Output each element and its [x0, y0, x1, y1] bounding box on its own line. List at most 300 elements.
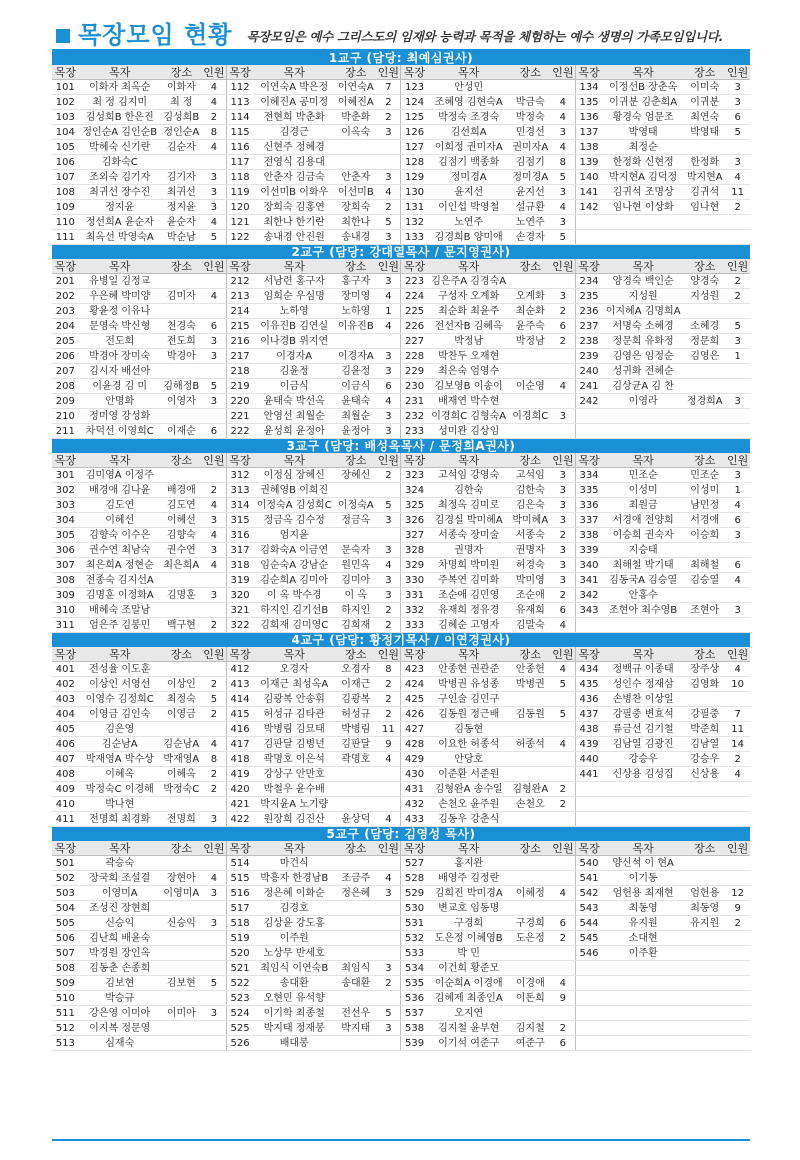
cell-num: 103: [52, 110, 79, 125]
cell-num: 514: [226, 856, 253, 871]
cell-num: 419: [226, 767, 253, 782]
cell-name: 손천오 윤주원: [428, 797, 510, 812]
table-row: [52, 901, 750, 916]
district-title: 2교구 (담당: 강대열목사 / 문지영권사): [52, 245, 750, 259]
table-row: [52, 976, 750, 991]
cell-count: 2: [551, 334, 576, 349]
column-header-num: 목장: [401, 841, 428, 856]
cell-count: 3: [376, 424, 401, 439]
cell-name: 윤성희 윤정아: [253, 424, 335, 439]
cell-count: 4: [376, 319, 401, 334]
cell-name: 장희숙 김홍연: [253, 200, 335, 215]
cell-name: 엄헌용 최재현: [602, 886, 684, 901]
cell-num: [575, 215, 602, 230]
cell-name: 안영선 최월순: [253, 409, 335, 424]
table-row: [52, 618, 750, 633]
cell-count: [725, 1006, 750, 1021]
cell-num: 506: [52, 931, 79, 946]
cell-count: 5: [551, 707, 576, 722]
column-header-count: 인원: [552, 65, 574, 79]
cell-count: 4: [202, 498, 227, 513]
cell-name: 정미영 강성화: [79, 409, 161, 424]
cell-place: [161, 409, 202, 424]
cell-count: [725, 931, 750, 946]
cell-place: 김말숙: [510, 618, 551, 633]
cell-name: 노상무 반세호: [253, 946, 335, 961]
cell-name: 강필중 변효석: [602, 707, 684, 722]
cell-num: 308: [52, 573, 79, 588]
cell-name: 구경희: [428, 916, 510, 931]
cell-name: 황경숙 엄문조: [602, 110, 684, 125]
table-row: [52, 95, 750, 110]
cell-name: 김순희A 김미아: [253, 573, 335, 588]
cell-num: 338: [575, 528, 602, 543]
cell-count: 2: [376, 95, 401, 110]
cell-num: 132: [401, 215, 428, 230]
column-header-name: 목자: [253, 647, 335, 662]
cell-place: [510, 80, 551, 95]
cell-count: 4: [202, 95, 227, 110]
cell-name: 김명훈 이정화A: [79, 588, 161, 603]
cell-name: [602, 230, 684, 245]
cell-num: 133: [401, 230, 428, 245]
cell-count: 11: [725, 185, 750, 200]
cell-name: 이준환 서준원: [428, 767, 510, 782]
cell-count: 6: [725, 513, 750, 528]
cell-name: 김순남A: [79, 737, 161, 752]
cell-count: 4: [551, 95, 576, 110]
cell-name: 김혜제 최종인A: [428, 991, 510, 1006]
cell-place: 조순애: [510, 588, 551, 603]
cell-place: 이미아: [161, 1006, 202, 1021]
cell-place: 김명훈: [161, 588, 202, 603]
district-table: [52, 65, 750, 245]
cell-count: 2: [376, 200, 401, 215]
cell-num: [575, 976, 602, 991]
cell-num: 415: [226, 707, 253, 722]
cell-num: 223: [401, 274, 428, 289]
column-header-count: 인원: [726, 841, 749, 855]
cell-count: 4: [376, 812, 401, 827]
cell-num: 430: [401, 767, 428, 782]
cell-num: 111: [52, 230, 79, 245]
cell-count: 3: [376, 513, 401, 528]
column-header-name: 목자: [253, 453, 335, 468]
cell-place: 신상용: [684, 767, 725, 782]
cell-num: 439: [575, 737, 602, 752]
cell-num: 414: [226, 692, 253, 707]
cell-num: 239: [575, 349, 602, 364]
cell-name: 양신석 이 현A: [602, 856, 684, 871]
cell-place: 박경아: [161, 349, 202, 364]
cell-count: 2: [376, 110, 401, 125]
cell-count: [376, 856, 401, 871]
cell-name: 정지윤: [79, 200, 161, 215]
cell-name: 김희진 박미경A: [428, 886, 510, 901]
cell-name: 이선미B 이화우: [253, 185, 335, 200]
cell-num: 238: [575, 334, 602, 349]
column-header-place: 장소: [510, 259, 551, 274]
cell-place: [161, 573, 202, 588]
column-header-place: 장소: [510, 453, 551, 468]
cell-place: [684, 215, 725, 230]
cell-name: 이 옥 박수경: [253, 588, 335, 603]
cell-name: 이혜옥: [79, 767, 161, 782]
cell-name: 박혜숙 신기란: [79, 140, 161, 155]
cell-place: 박정숙C: [161, 782, 202, 797]
cell-name: 김윤정: [253, 364, 335, 379]
cell-count: 2: [725, 752, 750, 767]
cell-num: 141: [575, 185, 602, 200]
cell-count: [725, 782, 750, 797]
cell-place: 이미숙: [684, 80, 725, 95]
cell-num: [575, 782, 602, 797]
cell-name: 최한나 한기란: [253, 215, 335, 230]
cell-count: 14: [725, 737, 750, 752]
cell-num: 508: [52, 961, 79, 976]
cell-place: 허종석: [510, 737, 551, 752]
cell-name: 안춘자 김금숙: [253, 170, 335, 185]
cell-name: 노하영: [253, 304, 335, 319]
cell-num: 205: [52, 334, 79, 349]
cell-num: 327: [401, 528, 428, 543]
cell-place: 장희숙: [335, 200, 376, 215]
cell-num: 526: [226, 1036, 253, 1051]
page-header: [52, 20, 752, 48]
cell-name: 최동영: [602, 901, 684, 916]
cell-num: 440: [575, 752, 602, 767]
cell-num: 543: [575, 901, 602, 916]
cell-place: [335, 946, 376, 961]
cell-num: 412: [226, 662, 253, 677]
cell-name: 임순숙A 강남순: [253, 558, 335, 573]
cell-count: 1: [725, 349, 750, 364]
cell-name: [602, 1036, 684, 1051]
cell-place: 홍구자: [335, 274, 376, 289]
cell-num: 208: [52, 379, 79, 394]
cell-name: [602, 409, 684, 424]
cell-count: [725, 976, 750, 991]
cell-name: 강승우: [602, 752, 684, 767]
cell-num: 426: [401, 707, 428, 722]
cell-count: 2: [202, 782, 227, 797]
cell-place: 김광복: [335, 692, 376, 707]
cell-num: 228: [401, 349, 428, 364]
cell-name: 안성민: [428, 80, 510, 95]
cell-count: 8: [202, 752, 227, 767]
cell-count: 2: [202, 618, 227, 633]
cell-name: 이혜진A 공미정: [253, 95, 335, 110]
cell-num: 423: [401, 662, 428, 677]
cell-count: 2: [551, 588, 576, 603]
cell-num: 537: [401, 1006, 428, 1021]
cell-num: 217: [226, 349, 253, 364]
cell-count: 3: [725, 603, 750, 618]
cell-count: [725, 140, 750, 155]
cell-place: 김영은: [684, 349, 725, 364]
cell-num: 404: [52, 707, 79, 722]
cell-name: 이지혜A 김명희A: [602, 304, 684, 319]
cell-count: 3: [202, 334, 227, 349]
cell-place: [510, 692, 551, 707]
cell-num: 411: [52, 812, 79, 827]
cell-count: [202, 603, 227, 618]
cell-place: 최임식: [335, 961, 376, 976]
cell-count: 3: [725, 528, 750, 543]
cell-name: 전성율 이도훈: [79, 662, 161, 677]
cell-place: 도은정: [510, 931, 551, 946]
cell-place: 송내경: [335, 230, 376, 245]
table-row: [52, 707, 750, 722]
cell-name: 오경자: [253, 662, 335, 677]
cell-place: 김향숙: [161, 528, 202, 543]
cell-place: [335, 155, 376, 170]
table-row: [52, 513, 750, 528]
table-row: [52, 752, 750, 767]
cell-count: 4: [202, 140, 227, 155]
table-row: [52, 916, 750, 931]
cell-place: 박춘화: [335, 110, 376, 125]
cell-num: 331: [401, 588, 428, 603]
cell-count: 3: [551, 215, 576, 230]
cell-name: 전현희 박춘화: [253, 110, 335, 125]
cell-name: 김경희B 양미애: [428, 230, 510, 245]
cell-place: 이영금: [161, 707, 202, 722]
cell-num: 532: [401, 931, 428, 946]
cell-place: 전도희: [161, 334, 202, 349]
cell-num: 431: [401, 782, 428, 797]
table-row: [52, 215, 750, 230]
column-header-name: 목자: [253, 65, 335, 80]
cell-name: 홍지완: [428, 856, 510, 871]
column-header-name: 목자: [253, 259, 335, 274]
table-row: [52, 304, 750, 319]
cell-name: [602, 424, 684, 439]
cell-num: 209: [52, 394, 79, 409]
cell-count: 3: [376, 886, 401, 901]
cell-num: 518: [226, 916, 253, 931]
cell-num: 320: [226, 588, 253, 603]
column-header-num: 목장: [52, 453, 79, 468]
cell-name: 김보현: [79, 976, 161, 991]
cell-count: [725, 424, 750, 439]
cell-name: 성미완 김상임: [428, 424, 510, 439]
cell-num: 202: [52, 289, 79, 304]
cell-count: 8: [551, 155, 576, 170]
cell-num: 221: [226, 409, 253, 424]
cell-place: 전선우: [335, 1006, 376, 1021]
cell-name: 최정옥 김미로: [428, 498, 510, 513]
cell-place: 장현아: [161, 871, 202, 886]
cell-name: 박 민: [428, 946, 510, 961]
cell-place: [684, 1021, 725, 1036]
cell-name: 서남련 홍구자: [253, 274, 335, 289]
cell-count: [376, 334, 401, 349]
table-row: [52, 230, 750, 245]
cell-count: 3: [202, 886, 227, 901]
column-header-num: 목장: [401, 259, 428, 274]
cell-name: 원장희 김진산: [253, 812, 335, 827]
table-header-row: [52, 841, 750, 856]
cell-num: 121: [226, 215, 253, 230]
cell-num: 236: [575, 304, 602, 319]
cell-count: 4: [725, 498, 750, 513]
cell-place: 이혜옥: [161, 767, 202, 782]
column-header-count: 인원: [377, 65, 399, 79]
cell-name: 서경애 전양희: [602, 513, 684, 528]
cell-place: [335, 856, 376, 871]
cell-count: [725, 543, 750, 558]
cell-count: 3: [376, 349, 401, 364]
table-row: [52, 812, 750, 827]
cell-name: [602, 1006, 684, 1021]
cell-num: 313: [226, 483, 253, 498]
cell-count: 8: [376, 662, 401, 677]
cell-count: [202, 662, 227, 677]
cell-num: 231: [401, 394, 428, 409]
cell-name: 우은혜 박미양: [79, 289, 161, 304]
cell-num: 432: [401, 797, 428, 812]
cell-num: 104: [52, 125, 79, 140]
cell-name: 이정숙A 김성희C: [253, 498, 335, 513]
column-header-count: 인원: [552, 841, 574, 855]
cell-place: 김성희B: [161, 110, 202, 125]
column-header-name: 목자: [253, 841, 335, 856]
cell-count: 4: [376, 871, 401, 886]
cell-name: 김경호: [253, 901, 335, 916]
table-row: [52, 886, 750, 901]
cell-num: 527: [401, 856, 428, 871]
cell-count: [376, 528, 401, 543]
cell-place: 장미영: [335, 289, 376, 304]
cell-name: 이희정 권미자A: [428, 140, 510, 155]
cell-place: 김남열: [684, 737, 725, 752]
cell-place: 강필중: [684, 707, 725, 722]
cell-name: 양경숙 백인순: [602, 274, 684, 289]
cell-num: 425: [401, 692, 428, 707]
cell-num: 227: [401, 334, 428, 349]
column-header-count: 인원: [552, 259, 574, 273]
cell-name: [602, 961, 684, 976]
cell-num: 305: [52, 528, 79, 543]
cell-num: 201: [52, 274, 79, 289]
cell-num: [575, 618, 602, 633]
cell-place: 김윤정: [335, 364, 376, 379]
cell-place: 김형완A: [510, 782, 551, 797]
cell-name: 김상윤 강도홍: [253, 916, 335, 931]
cell-name: 박흥자 한경남B: [253, 871, 335, 886]
cell-count: [725, 991, 750, 1006]
cell-num: 544: [575, 916, 602, 931]
cell-name: 이금식: [253, 379, 335, 394]
cell-place: 장혜신: [335, 468, 376, 483]
cell-count: 3: [376, 961, 401, 976]
cell-name: 김도연: [79, 498, 161, 513]
cell-place: 이순영: [510, 379, 551, 394]
cell-num: 225: [401, 304, 428, 319]
district-section: [52, 245, 750, 439]
column-header-count: 인원: [377, 647, 399, 661]
cell-name: 김형완A 송수일: [428, 782, 510, 797]
cell-num: 512: [52, 1021, 79, 1036]
cell-name: 김희재 김미영C: [253, 618, 335, 633]
cell-place: [161, 991, 202, 1006]
column-header-count: 인원: [203, 453, 225, 467]
cell-count: 3: [725, 155, 750, 170]
cell-num: [575, 409, 602, 424]
cell-name: 안종현 권관준: [428, 662, 510, 677]
cell-place: [510, 274, 551, 289]
table-row: [52, 603, 750, 618]
table-row: [52, 1036, 750, 1051]
cell-count: [725, 379, 750, 394]
cell-num: 203: [52, 304, 79, 319]
cell-num: 222: [226, 424, 253, 439]
cell-name: 박경원 장인옥: [79, 946, 161, 961]
cell-num: 501: [52, 856, 79, 871]
cell-place: 서종숙: [510, 528, 551, 543]
cell-count: [725, 364, 750, 379]
cell-count: 3: [725, 95, 750, 110]
cell-name: 전영식 김용대: [253, 155, 335, 170]
cell-count: [202, 468, 227, 483]
cell-count: 2: [202, 767, 227, 782]
cell-name: 강은영 이미아: [79, 1006, 161, 1021]
column-header-num: 목장: [575, 65, 602, 80]
table-row: [52, 424, 750, 439]
cell-count: 7: [376, 80, 401, 95]
cell-num: 240: [575, 364, 602, 379]
cell-place: 곽명호: [335, 752, 376, 767]
cell-num: 505: [52, 916, 79, 931]
cell-place: [161, 797, 202, 812]
cell-count: 3: [202, 170, 227, 185]
cell-place: [510, 871, 551, 886]
cell-count: 3: [376, 230, 401, 245]
cell-num: 420: [226, 782, 253, 797]
cell-count: [551, 961, 576, 976]
cell-name: 유병일 김정교: [79, 274, 161, 289]
cell-place: 오계화: [510, 289, 551, 304]
table-row: [52, 1021, 750, 1036]
cell-num: 436: [575, 692, 602, 707]
cell-name: 박지현A 김덕정: [602, 170, 684, 185]
cell-name: 김동춘 손종희: [79, 961, 161, 976]
cell-place: [510, 901, 551, 916]
cell-name: 성인수 정재삼: [602, 677, 684, 692]
cell-place: 원민옥: [335, 558, 376, 573]
cell-count: 4: [551, 737, 576, 752]
cell-name: [602, 812, 684, 827]
cell-num: 507: [52, 946, 79, 961]
cell-name: 이지복 정문영: [79, 1021, 161, 1036]
cell-place: [684, 424, 725, 439]
cell-num: 342: [575, 588, 602, 603]
cell-name: 최은숙 엄영수: [428, 364, 510, 379]
cell-count: 3: [202, 394, 227, 409]
cell-place: [684, 618, 725, 633]
cell-name: 이정선B 장춘옥: [602, 80, 684, 95]
cell-name: 최순화 최윤주: [428, 304, 510, 319]
cell-name: 엄지윤: [253, 528, 335, 543]
cell-place: 정인순A: [161, 125, 202, 140]
table-row: [52, 394, 750, 409]
cell-count: [725, 618, 750, 633]
cell-num: 235: [575, 289, 602, 304]
cell-count: [202, 304, 227, 319]
cell-place: [510, 752, 551, 767]
column-header-name: 목자: [79, 65, 161, 80]
